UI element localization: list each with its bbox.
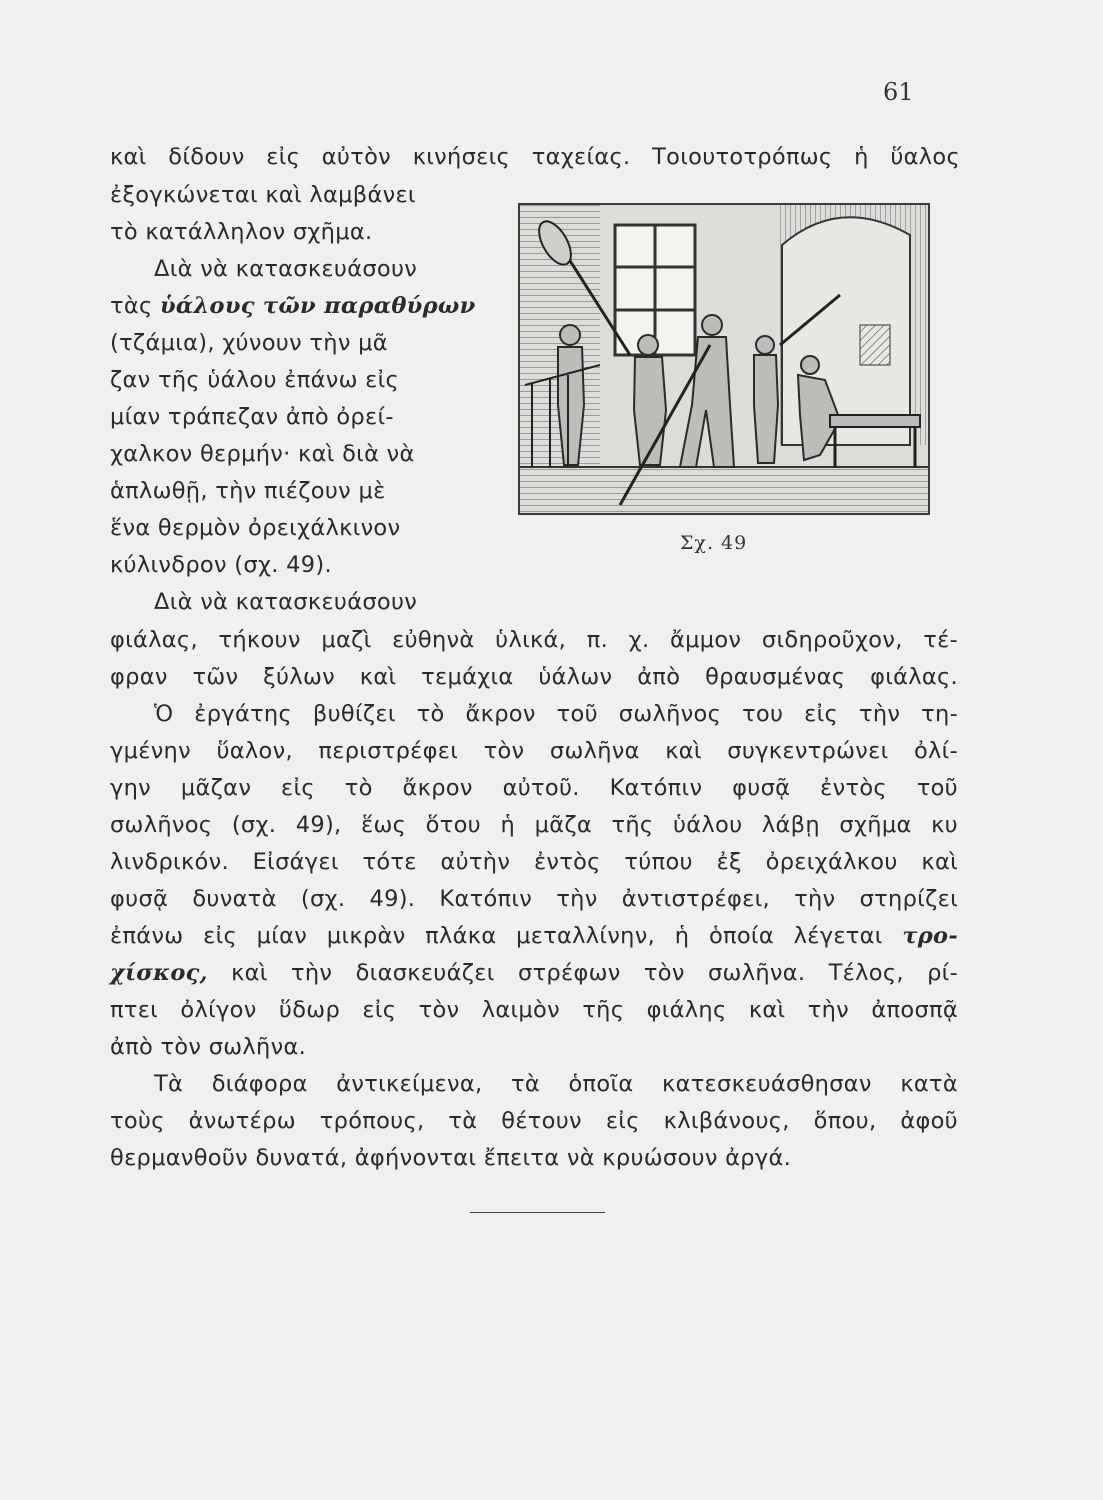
text-line: τὸ κατάλληλον σχῆμα. xyxy=(110,219,373,245)
text-line: χαλκον θερμήν· καὶ διὰ νὰ xyxy=(110,441,415,467)
text-line: Διὰ νὰ κατασκευάσουν xyxy=(154,589,418,615)
text-line: φραν τῶν ξύλων καὶ τεμάχια ὑάλων ἀπὸ θραυσμένας φιάλας. xyxy=(110,664,958,690)
text-line: ζαν τῆς ὑάλου ἐπάνω εἰς xyxy=(110,367,400,393)
text-line: τοὺς ἀνωτέρω τρόπους, τὰ θέτουν εἰς κλιβάνους, ὅπου, ἀφοῦ xyxy=(110,1108,958,1134)
text-line: ἀπὸ τὸν σωλῆνα. xyxy=(110,1034,307,1060)
text-line: γην μᾶζαν εἰς τὸ ἄκρον αὐτοῦ. Κατόπιν φυσᾷ ἐντὸς τοῦ xyxy=(110,775,958,801)
text-line: καὶ δίδουν εἰς αὐτὸν κινήσεις ταχείας. Τοιουτοτρόπως ἡ ὕαλος xyxy=(110,144,960,170)
text-line: ἁπλωθῇ, τὴν πιέζουν μὲ xyxy=(110,478,386,504)
text-line: κύλινδρον (σχ. 49). xyxy=(110,552,332,578)
emphasis-term: ὑάλους τῶν παραθύρων xyxy=(159,293,476,319)
text-line: φυσᾷ δυνατὰ (σχ. 49). Κατόπιν τὴν ἀντιστρέφει, τὴν στηρίζει xyxy=(110,886,958,912)
text-line: Ὁ ἐργάτης βυθίζει τὸ ἄκρον τοῦ σωλῆνος του εἰς τὴν τη- xyxy=(154,701,958,727)
text-line: ἐξογκώνεται καὶ λαμβάνει xyxy=(110,182,416,208)
text-line: ἕνα θερμὸν ὀρειχάλκινον xyxy=(110,515,401,541)
text-line xyxy=(110,291,475,321)
text-line: θερμανθοῦν δυνατά, ἀφήνονται ἔπειτα νὰ κρυώσουν ἀργά. xyxy=(110,1145,792,1171)
text-line: μίαν τράπεζαν ἀπὸ ὀρεί- xyxy=(110,404,394,430)
page-number: 61 xyxy=(883,78,914,106)
text-line: (τζάμια), χύνουν τὴν μᾶ xyxy=(110,330,388,356)
text-line: Διὰ νὰ κατασκευάσουν xyxy=(154,256,418,282)
text-line xyxy=(110,958,958,988)
figure-caption: Σχ. 49 xyxy=(680,532,748,554)
text-line: Τὰ διάφορα ἀντικείμενα, τὰ ὁποῖα κατεσκευάσθησαν κατὰ xyxy=(154,1071,958,1097)
text-line xyxy=(110,921,958,951)
text-line: γμένην ὕαλον, περιστρέφει τὸν σωλῆνα καὶ συγκεντρώνει ὀλί- xyxy=(110,738,958,764)
text-fragment: τὰς xyxy=(110,293,153,319)
glassblowers-workshop-illustration xyxy=(518,203,930,515)
emphasis-term: χίσκος, xyxy=(110,960,208,986)
text-line: σωλῆνος (σχ. 49), ἕως ὅτου ἡ μᾶζα τῆς ὑάλου λάβῃ σχῆμα κυ xyxy=(110,812,958,838)
text-fragment: ἐπάνω εἰς μίαν μικρὰν πλάκα μεταλλίνην, ἡ ὁποία λέγεται xyxy=(110,923,883,949)
emphasis-term: τρο- xyxy=(902,923,959,949)
workshop-engraving-icon xyxy=(520,205,928,513)
text-line: λινδρικόν. Εἰσάγει τότε αὐτὴν ἐντὸς τύπου ἐξ ὀρειχάλκου καὶ xyxy=(110,849,958,875)
text-line: πτει ὀλίγον ὕδωρ εἰς τὸν λαιμὸν τῆς φιάλης καὶ τὴν ἀποσπᾷ xyxy=(110,997,958,1023)
text-line: φιάλας, τήκουν μαζὶ εὐθηνὰ ὑλικά, π. χ. ἄμμον σιδηροῦχον, τέ- xyxy=(110,627,958,653)
footer-divider xyxy=(470,1212,605,1213)
text-fragment: καὶ τὴν διασκευάζει στρέφων τὸν σωλῆνα. Τέλος, ρί- xyxy=(231,960,959,986)
